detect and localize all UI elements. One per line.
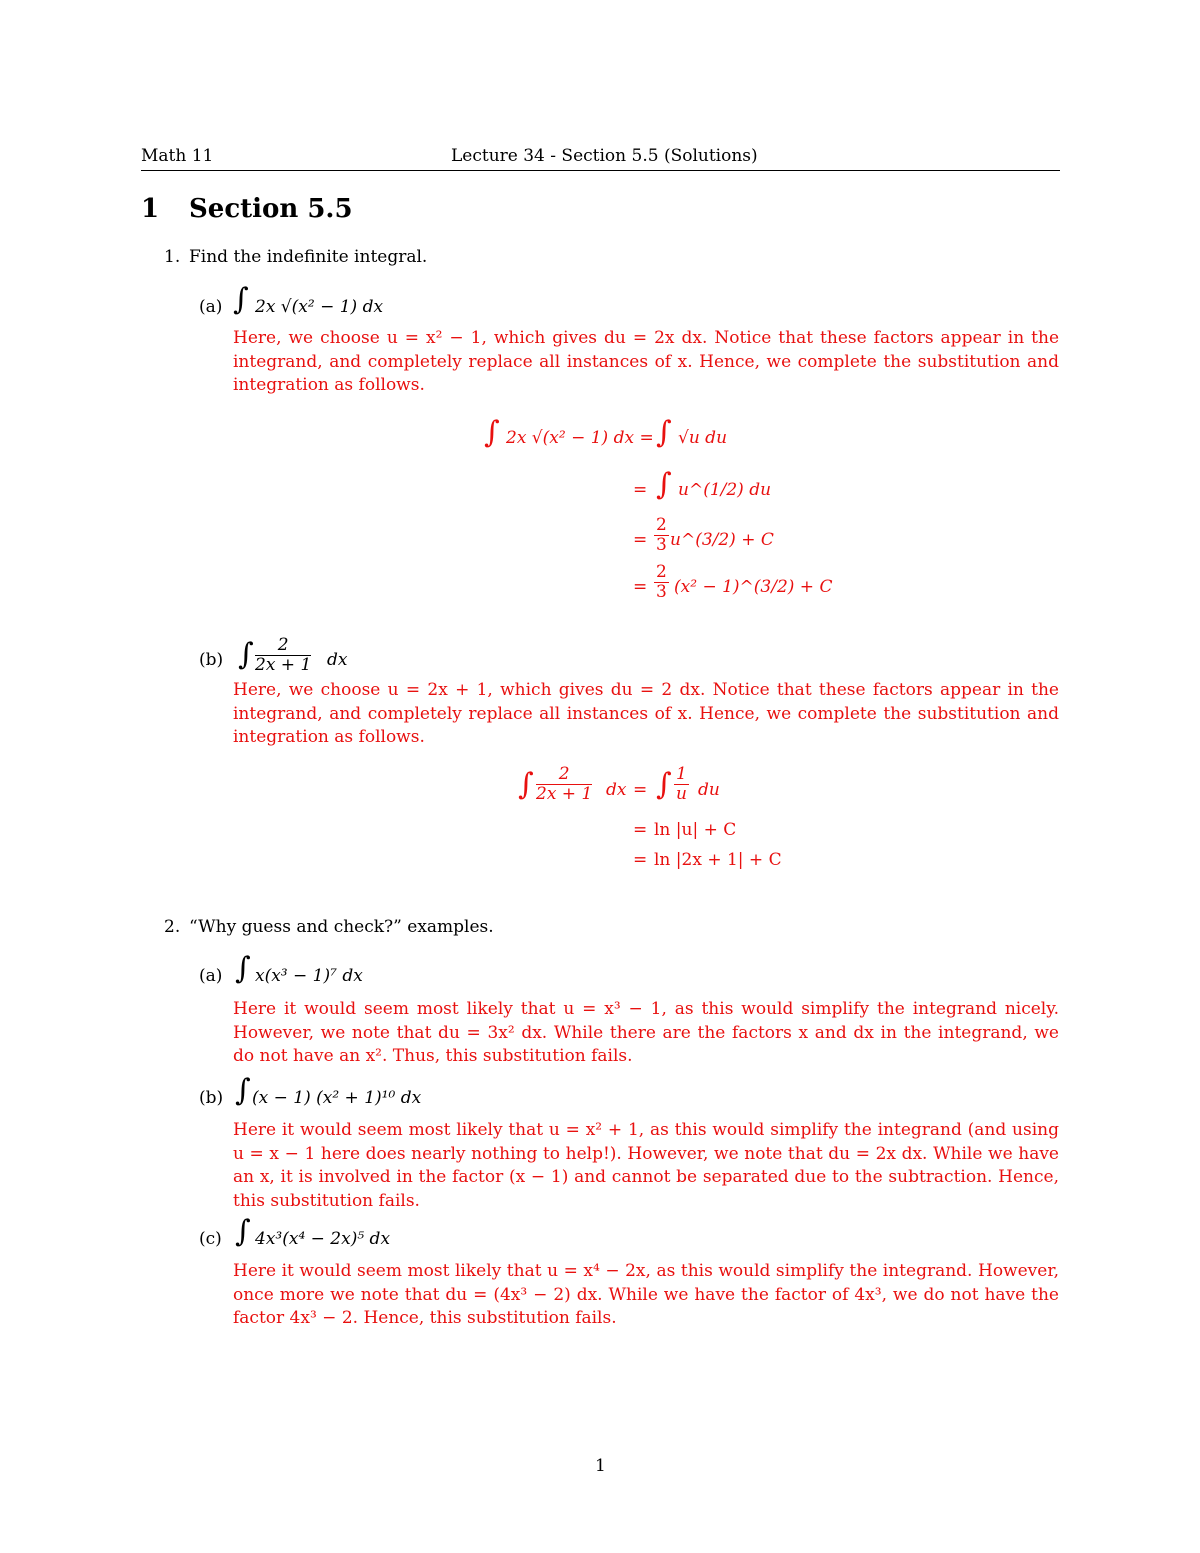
eq-1b-line2: ln |u| + C	[654, 820, 737, 840]
integral-sign: ∫	[484, 415, 500, 450]
problem-1b-label: (b)	[199, 650, 224, 670]
fraction-denominator: 3	[656, 534, 667, 555]
problem-2-label: 2.	[164, 917, 181, 937]
problem-2c-label: (c)	[199, 1229, 222, 1249]
header-rule	[141, 170, 1060, 171]
integral-sign: ∫	[233, 282, 249, 317]
integral-sign: ∫	[656, 467, 672, 502]
eq-1a-line3: u^(3/2) + C	[670, 530, 774, 550]
page-number: 1	[595, 1456, 606, 1476]
fraction-denominator: 2x + 1	[536, 783, 593, 804]
equals-sign: =	[633, 530, 648, 550]
problem-2-text: “Why guess and check?” examples.	[189, 917, 494, 937]
integral-sign: ∫	[235, 1073, 251, 1108]
section-number: 1	[141, 194, 160, 224]
problem-2a-integrand: x(x³ − 1)⁷ dx	[255, 966, 363, 986]
fraction-numerator: 2	[656, 562, 667, 582]
problem-1a-label: (a)	[199, 297, 223, 317]
problem-1b-explanation: Here, we choose u = 2x + 1, which gives du = 2 dx. Notice that these factors appear in the integrand, and completely replace all instances of x. Hence, we complete the substitution and integration as follows.	[233, 680, 1059, 747]
fraction-denominator: u	[675, 783, 687, 804]
problem-2b-explanation: Here it would seem most likely that u = x² + 1, as this would simplify the integrand (and using u = x − 1 here does nearly nothing to help!). However, we note that du = 2x dx. While we have an x, it is involved in the factor (x − 1) and cannot be separated due to the subtraction. Hence, this substitution fails.	[233, 1120, 1059, 1211]
eq-1b-line3: ln |2x + 1| + C	[654, 850, 782, 870]
fraction-denominator: 2x + 1	[255, 654, 312, 675]
equals-sign: =	[633, 820, 648, 840]
fraction	[654, 516, 669, 554]
eq-1a-lhs: 2x √(x² − 1) dx =	[506, 428, 654, 448]
problem-1b-fraction	[255, 636, 311, 674]
header-course: Math 11	[141, 146, 214, 166]
fraction-numerator: 1	[676, 764, 687, 784]
problem-2b-label: (b)	[199, 1088, 224, 1108]
equals-sign: =	[633, 480, 648, 500]
eq-1a-line1: √u du	[678, 428, 728, 448]
integral-sign: ∫	[656, 767, 672, 802]
eq-1b-rhs-fraction	[674, 765, 689, 803]
fraction-denominator: 3	[656, 581, 667, 602]
integral-sign: ∫	[235, 951, 251, 986]
eq-1b-rhs-du: du	[698, 780, 720, 800]
fraction	[654, 563, 669, 601]
problem-1b-dx: dx	[327, 650, 348, 670]
integral-sign: ∫	[238, 637, 254, 672]
eq-1b-lhs-dx: dx	[606, 780, 627, 800]
equals-sign: =	[633, 780, 648, 800]
problem-1-text: Find the indefinite integral.	[189, 247, 428, 267]
problem-1-label: 1.	[164, 247, 181, 267]
problem-2c-integrand: 4x³(x⁴ − 2x)⁵ dx	[255, 1229, 391, 1249]
problem-2c-explanation: Here it would seem most likely that u = x⁴ − 2x, as this would simplify the integrand. However, once more we note that du = (4x³ − 2) dx. While we have the factor of 4x³, we do not have the factor 4x³ − 2. Hence, this substitution fails.	[233, 1261, 1059, 1328]
fraction-numerator: 2	[536, 765, 592, 785]
problem-2a-explanation: Here it would seem most likely that u = x³ − 1, as this would simplify the integrand nicely. However, we note that du = 3x² dx. While there are the factors x and dx in the integrand, we do not have an x². Thus, this substitution fails.	[233, 999, 1059, 1066]
eq-1a-line2: u^(1/2) du	[678, 480, 772, 500]
section-title: Section 5.5	[189, 194, 353, 224]
integral-sign: ∫	[656, 415, 672, 450]
eq-1b-lhs-fraction	[536, 765, 592, 803]
problem-1a-explanation: Here, we choose u = x² − 1, which gives du = 2x dx. Notice that these factors appear in the integrand, and completely replace all instances of x. Hence, we complete the substitution and integration as follows.	[233, 328, 1059, 395]
fraction-numerator: 2	[255, 636, 311, 656]
integral-sign: ∫	[518, 767, 534, 802]
equals-sign: =	[633, 850, 648, 870]
problem-2a-label: (a)	[199, 966, 223, 986]
equals-sign: =	[633, 577, 648, 597]
problem-1a-integrand: 2x √(x² − 1) dx	[255, 297, 384, 317]
header-title: Lecture 34 - Section 5.5 (Solutions)	[451, 146, 758, 166]
fraction-numerator: 2	[656, 515, 667, 535]
problem-2b-integrand: (x − 1) (x² + 1)¹⁰ dx	[252, 1088, 422, 1108]
integral-sign: ∫	[235, 1214, 251, 1249]
eq-1a-line4: (x² − 1)^(3/2) + C	[674, 577, 833, 597]
